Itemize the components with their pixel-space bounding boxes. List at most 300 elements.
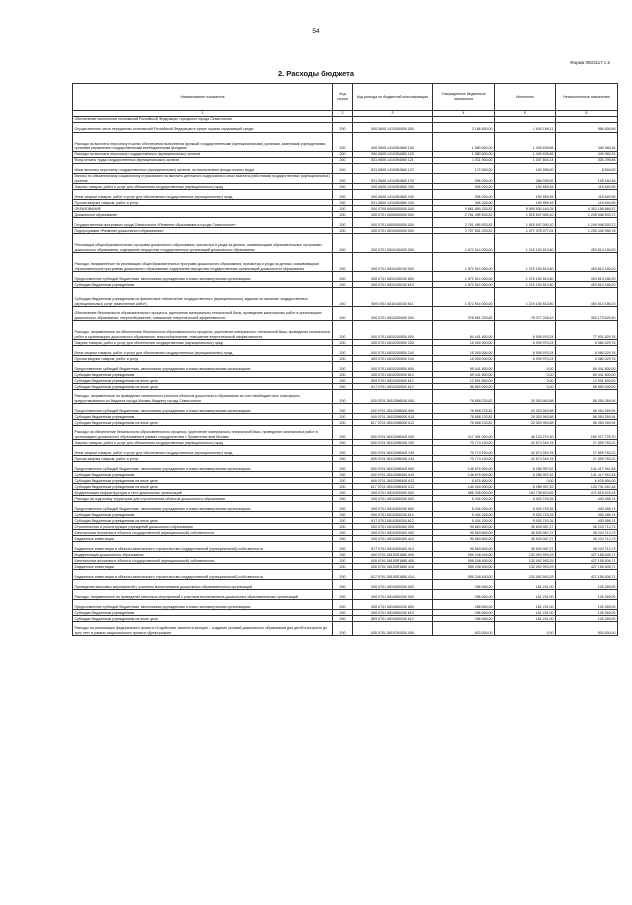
row-line-code-cell: 200 — [333, 340, 353, 346]
row-remaining-cell: 27 899 783,22 — [556, 446, 618, 456]
table-row — [73, 570, 618, 580]
row-budget-code-cell: 000 0701 081P200000 000 — [353, 622, 433, 636]
row-approved-cell: 69 441 800,00 — [433, 372, 495, 378]
row-approved-cell: 90 863 800,00 — [433, 542, 495, 552]
row-name-cell: Расходы, направленные на проведение капитального ремонта объектов дошкольного образования за счет межбюджетного трансферта, предоставляемого из бюджета города Москвы бюджету города Севастополя — [73, 390, 333, 404]
row-line-code-cell: 200 — [333, 152, 353, 158]
row-budget-code-cell: 000 0701 0810200500 000 — [353, 321, 433, 340]
row-executed-cell: 45 639 087,27 — [495, 536, 556, 542]
row-name-cell: Расходы на выплаты персоналу в целях обеспечения выполнения функций государственными (муниципальными) органами, казенными учреждениями, органами управления государственными внебюджетными фондами — [73, 133, 333, 152]
row-executed-cell: 190 559,45 — [495, 184, 556, 190]
header-line-code: Код строки — [333, 84, 353, 111]
row-name-cell: Субсидии бюджетным учреждениям — [73, 372, 333, 378]
column-index: 2 — [333, 111, 353, 117]
row-remaining-cell: 453 813 186,20 — [556, 282, 618, 288]
row-approved-cell: 5 434 200,00 — [433, 518, 495, 524]
row-budget-code-cell: 000 0701 08102М6400 240 — [353, 446, 433, 456]
table-row — [73, 133, 618, 152]
column-index: 1 — [73, 111, 333, 117]
table-row — [73, 253, 618, 272]
row-name-cell: Проведение массовых мероприятий с участием воспитанников дошкольных образовательных организаций — [73, 580, 333, 590]
row-executed-cell: 163 996,00 — [495, 164, 556, 174]
row-budget-code-cell: 817 0701 0810300200 612 — [353, 518, 433, 524]
row-executed-cell: 48 133 274,30 — [495, 426, 556, 440]
row-executed-cell: 132 092 993,29 — [495, 570, 556, 580]
row-executed-cell: 5 559 530 449,25 — [495, 206, 556, 212]
row-executed-cell: 6 939 970,24 — [495, 340, 556, 346]
row-budget-code-cell: 809 0701 0810200500 244 — [353, 356, 433, 362]
table-row — [73, 174, 618, 184]
table-row — [73, 346, 618, 356]
row-approved-cell: 12 591 800,00 — [433, 378, 495, 384]
row-executed-cell: 20 303 963,88 — [495, 414, 556, 420]
row-executed-cell: 161 231,00 — [495, 600, 556, 610]
row-budget-code-cell: 000 0701 08103R1880 000 — [353, 552, 433, 558]
row-line-code-cell: 200 — [333, 253, 353, 272]
row-remaining-cell: 125 369,00 — [556, 580, 618, 590]
row-name-cell: Бюджетные инвестиции — [73, 564, 333, 570]
row-name-cell: Модернизация дошкольного образования — [73, 552, 333, 558]
row-budget-code-cell: 817 0701 08102М6000 612 — [353, 420, 433, 426]
row-approved-cell: 2 707 801 033,82 — [433, 228, 495, 234]
row-executed-cell: 0,00 — [495, 378, 556, 384]
header-remaining: Неисполненные назначения — [556, 84, 618, 111]
row-budget-code-cell: 809 0701 0810100100 611 — [353, 288, 433, 307]
row-name-cell: Предоставление субсидий бюджетным, автономным учреждениям и иным некоммерческим организациям — [73, 272, 333, 282]
row-budget-code-cell: 000 0605 1410354860 120 — [353, 152, 433, 158]
row-line-code-cell: 200 — [333, 288, 353, 307]
row-executed-cell: 5 003 743,26 — [495, 502, 556, 512]
row-executed-cell: 20 303 963,88 — [495, 390, 556, 404]
row-approved-cell: 559 248 400,00 — [433, 564, 495, 570]
row-remaining-cell: 556 600,89 — [556, 123, 618, 133]
row-budget-code-cell: 000 0701 0810300400 000 — [353, 524, 433, 530]
row-name-cell: Прочая закупка товаров, работ и услуг — [73, 200, 333, 206]
row-budget-code-cell: 000 0701 08103R1880 400 — [353, 558, 433, 564]
row-approved-cell: 15 000 000,00 — [433, 346, 495, 356]
row-remaining-cell: 453 813 186,20 — [556, 288, 618, 307]
row-approved-cell: 90 863 800,00 — [433, 536, 495, 542]
row-name-cell: Обеспечение исполнения полномочий Российской Федерации, городского города Севастополя — [73, 117, 333, 123]
row-budget-code-cell: 809 0701 08102М6400 612 — [353, 478, 433, 484]
row-remaining-cell: 1 245 948 533,72 — [556, 218, 618, 228]
row-approved-cell: 1 311 900,00 — [433, 158, 495, 164]
row-line-code-cell: 200 — [333, 456, 353, 462]
row-line-code-cell: 200 — [333, 496, 353, 502]
row-budget-code-cell: 000 0605 1410354860 200 — [353, 184, 433, 190]
row-line-code-cell: 200 — [333, 490, 353, 496]
table-row — [73, 362, 618, 372]
row-budget-code-cell: 000 0701 0810100000 000 — [353, 234, 433, 253]
row-budget-code-cell: 000 0701 0810300000 000 — [353, 490, 433, 496]
row-name-cell: Субсидии бюджетным учреждениям — [73, 610, 333, 616]
row-line-code-cell: 200 — [333, 307, 353, 321]
row-budget-code-cell: 000 0701 0810200500 610 — [353, 372, 433, 378]
table-row — [73, 390, 618, 404]
row-name-cell: Субсидии бюджетным учреждениям на иные цели — [73, 518, 333, 524]
row-budget-code-cell: 000 0701 0810100100 610 — [353, 282, 433, 288]
row-remaining-cell: 1 230 425 956,78 — [556, 228, 618, 234]
table-row — [73, 496, 618, 502]
row-budget-code-cell: 000 0701 0810300200 000 — [353, 496, 433, 502]
row-remaining-cell: 69 441 800,00 — [556, 362, 618, 372]
row-remaining-cell: 45 224 712,73 — [556, 530, 618, 536]
row-name-cell: ОБРАЗОВАНИЕ — [73, 206, 333, 212]
row-remaining-cell: 430 456,74 — [556, 518, 618, 524]
column-index: 3 — [353, 111, 433, 117]
row-line-code-cell: 200 — [333, 462, 353, 472]
row-remaining-cell: 128 160,48 — [556, 174, 618, 184]
row-budget-code-cell: 000 0701 08102М6000 610 — [353, 414, 433, 420]
table-row — [73, 558, 618, 564]
table-row — [73, 600, 618, 610]
row-line-code-cell: 200 — [333, 502, 353, 512]
row-approved-cell: 146 676 900,00 — [433, 472, 495, 478]
table-row — [73, 272, 618, 282]
row-budget-code-cell: 000 0701 0810300400 410 — [353, 536, 433, 542]
row-name-cell: Субсидии бюджетным учреждениям на иные цели — [73, 478, 333, 484]
row-budget-code-cell: 831 0605 1410354860 121 — [353, 158, 433, 164]
row-remaining-cell: 125 369,00 — [556, 600, 618, 610]
row-budget-code-cell: 000 0701 08102М6400 610 — [353, 472, 433, 478]
row-name-cell: Субсидии бюджетным учреждениям на иные цели — [73, 378, 333, 384]
row-line-code-cell: 200 — [333, 346, 353, 356]
row-approved-cell: 286 600,00 — [433, 580, 495, 590]
row-approved-cell: 503 000,00 — [433, 622, 495, 636]
row-remaining-cell: 453 813 186,20 — [556, 234, 618, 253]
row-executed-cell: 45 639 087,27 — [495, 542, 556, 552]
row-line-code-cell: 200 — [333, 472, 353, 478]
row-executed-cell: 20 303 963,88 — [495, 404, 556, 414]
table-row — [73, 490, 618, 496]
row-approved-cell: 172 500,00 — [433, 164, 495, 174]
row-executed-cell: 268 039,52 — [495, 174, 556, 184]
row-budget-code-cell: 000 0701 0810300200 610 — [353, 512, 433, 518]
row-approved-cell: 56 850 000,00 — [433, 384, 495, 390]
row-remaining-cell: 115 640,55 — [556, 200, 618, 206]
row-budget-code-cell: 000 0701 0810100100 600 — [353, 272, 433, 282]
row-budget-code-cell: 000 0701 0810200500 240 — [353, 346, 433, 356]
row-approved-cell: 559 248 400,00 — [433, 570, 495, 580]
table-row — [73, 321, 618, 340]
row-line-code-cell: 200 — [333, 616, 353, 622]
row-name-cell: Иные закупки товаров, работ и услуг для обеспечения государственных (муниципальных) нужд — [73, 446, 333, 456]
row-executed-cell: 5 003 743,26 — [495, 512, 556, 518]
row-approved-cell: 559 248 400,00 — [433, 558, 495, 564]
row-budget-code-cell: 000 0701 08102М6400 000 — [353, 426, 433, 440]
expenses-table-body — [73, 117, 618, 636]
row-executed-cell: 5 003 743,26 — [495, 496, 556, 502]
row-approved-cell: 90 863 800,00 — [433, 524, 495, 530]
table-row — [73, 184, 618, 190]
table-row — [73, 542, 618, 552]
row-approved-cell: 286 600,00 — [433, 616, 495, 622]
row-executed-cell: 132 092 993,29 — [495, 552, 556, 558]
row-executed-cell: 45 639 087,27 — [495, 530, 556, 536]
row-approved-cell: 15 000 000,00 — [433, 340, 495, 346]
row-line-code-cell: 200 — [333, 372, 353, 378]
row-approved-cell: 1 880 600,00 — [433, 152, 495, 158]
row-line-code-cell: 200 — [333, 426, 353, 440]
row-name-cell: Бюджетные инвестиции — [73, 536, 333, 542]
row-executed-cell: 161 231,00 — [495, 590, 556, 600]
row-executed-cell: 1 515 547 000,10 — [495, 218, 556, 228]
table-row — [73, 502, 618, 512]
row-name-cell: Дошкольное образование — [73, 212, 333, 218]
row-budget-code-cell: 000 0701 08102М6000 600 — [353, 404, 433, 414]
row-remaining-cell: 56 354 269,94 — [556, 420, 618, 426]
row-remaining-cell: 125 369,00 — [556, 616, 618, 622]
row-executed-cell: 75 377 208,42 — [495, 307, 556, 321]
row-name-cell: Субсидии бюджетным учреждениям на финансовое обеспечение государственного (муниципального) задания на оказание государственных (муниципальных) услуг (выполнение работ) — [73, 288, 333, 307]
row-budget-code-cell: 817 0701 0810300400 414 — [353, 542, 433, 552]
row-executed-cell: 0,00 — [495, 362, 556, 372]
row-executed-cell: 0,00 — [495, 478, 556, 484]
row-budget-code-cell: 000 0701 0810000000 000 — [353, 228, 433, 234]
row-executed-cell: 1 219 100 813,80 — [495, 234, 556, 253]
row-line-code-cell: 200 — [333, 228, 353, 234]
row-name-cell: Субсидии бюджетным учреждениям — [73, 472, 333, 478]
row-budget-code-cell: 000 0701 0810100100 000 — [353, 253, 433, 272]
row-name-cell: Прочая закупка товаров, работ и услуг — [73, 356, 333, 362]
row-executed-cell: 1 515 547 000,10 — [495, 212, 556, 218]
row-approved-cell: 378 551 033,82 — [433, 307, 495, 321]
row-budget-code-cell: 000 0701 0810300200 600 — [353, 502, 433, 512]
table-row — [73, 340, 618, 346]
row-line-code-cell: 200 — [333, 478, 353, 484]
row-remaining-cell: 125 369,00 — [556, 610, 618, 616]
table-row — [73, 462, 618, 472]
row-name-cell: Предоставление субсидий бюджетным, автономным учреждениям и иным некоммерческим организациям — [73, 404, 333, 414]
column-index: 5 — [495, 111, 556, 117]
row-name-cell: Субсидии бюджетным учреждениям на иные цели — [73, 484, 333, 490]
row-approved-cell: 306 200,00 — [433, 190, 495, 200]
row-approved-cell: 76 658 233,82 — [433, 414, 495, 420]
row-name-cell: Фонд оплаты труда государственных (муниципальных) органов — [73, 158, 333, 164]
row-approved-cell: 70 774 100,00 — [433, 446, 495, 456]
row-remaining-cell: 77 501 829,76 — [556, 321, 618, 340]
row-executed-cell: 132 092 993,29 — [495, 558, 556, 564]
header-approved: Утвержденные бюджетные назначения — [433, 84, 495, 111]
row-remaining-cell: 134 741 042,48 — [556, 484, 618, 490]
row-approved-cell: 5 434 200,00 — [433, 496, 495, 502]
row-line-code-cell: 200 — [333, 564, 353, 570]
row-budget-code-cell: 000 0701 0000000000 000 — [353, 212, 433, 218]
row-name-cell: Иные выплаты персоналу государственных (муниципальных) органов, за исключением фонда оплаты труда — [73, 164, 333, 174]
row-line-code-cell: 200 — [333, 234, 353, 253]
row-name-cell: Предоставление субсидий бюджетным, автономным учреждениям и иным некоммерческим организациям — [73, 362, 333, 372]
table-row — [73, 158, 618, 164]
row-remaining-cell: 56 354 269,94 — [556, 414, 618, 420]
row-line-code-cell: 200 — [333, 484, 353, 490]
row-approved-cell: 2 761 495 533,82 — [433, 212, 495, 218]
row-remaining-cell: 6 676 900,00 — [556, 478, 618, 484]
row-line-code-cell: 200 — [333, 384, 353, 390]
row-budget-code-cell: 000 0605 1410300000 000 — [353, 123, 433, 133]
row-executed-cell: 5 258 957,52 — [495, 484, 556, 490]
row-line-code-cell: 200 — [333, 530, 353, 536]
row-approved-cell: 1 880 600,00 — [433, 133, 495, 152]
table-row — [73, 426, 618, 440]
row-name-cell: Субсидии бюджетным учреждениям — [73, 282, 333, 288]
section-title: 2. Расходы бюджета — [277, 69, 355, 78]
row-approved-cell: 1 672 914 000,00 — [433, 253, 495, 272]
table-row — [73, 616, 618, 622]
row-remaining-cell: 45 224 712,73 — [556, 524, 618, 530]
table-row — [73, 218, 618, 228]
column-index: 4 — [433, 111, 495, 117]
row-line-code-cell: 200 — [333, 580, 353, 590]
table-row — [73, 288, 618, 307]
row-budget-code-cell: 809 0701 0810200500 612 — [353, 378, 433, 384]
row-approved-cell: 146 676 900,00 — [433, 462, 495, 472]
row-budget-code-cell: 000 0701 08102М6400 600 — [353, 462, 433, 472]
row-remaining-cell: 45 224 712,73 — [556, 536, 618, 542]
row-remaining-cell: 8 060 029,76 — [556, 346, 618, 356]
table-row — [73, 152, 618, 158]
row-approved-cell: 5 434 200,00 — [433, 502, 495, 512]
row-budget-code-cell: 831 0605 1410354860 244 — [353, 200, 433, 206]
row-budget-code-cell: 000 0701 0810600000 000 — [353, 580, 433, 590]
row-approved-cell: 656 336 000,00 — [433, 490, 495, 496]
row-name-cell: Иные закупки товаров, работ и услуг для обеспечения государственных (муниципальных) нужд — [73, 346, 333, 356]
row-line-code-cell: 200 — [333, 420, 353, 426]
row-name-cell: Реализация общеобразовательных программ дошкольного образования, присмотра и ухода за детьми, осваивающими образовательные программы дошкольного образования, содержание имущества государственных организаций дошкольного образования — [73, 234, 333, 253]
row-budget-code-cell: 000 0701 0810300400 400 — [353, 530, 433, 536]
row-budget-code-cell: 817 0701 08103R1880 414 — [353, 570, 433, 580]
table-row — [73, 590, 618, 600]
row-budget-code-cell: 000 0701 0810600200 000 — [353, 590, 433, 600]
row-line-code-cell: 200 — [333, 570, 353, 580]
row-line-code-cell: 200 — [333, 552, 353, 558]
row-executed-cell: 5 003 743,26 — [495, 518, 556, 524]
row-line-code-cell: 200 — [333, 590, 353, 600]
row-executed-cell: 161 231,00 — [495, 610, 556, 616]
row-name-cell: Бюджетные инвестиции в объекты капитального строительства государственной (муниципальной) собственности — [73, 570, 333, 580]
row-budget-code-cell: 000 0701 08102М6000 000 — [353, 390, 433, 404]
row-line-code-cell: 200 — [333, 524, 353, 530]
row-remaining-cell: 503 000,00 — [556, 622, 618, 636]
row-remaining-cell: 12 591 800,00 — [556, 378, 618, 384]
row-line-code-cell: 200 — [333, 321, 353, 340]
row-remaining-cell: 427 155 406,71 — [556, 570, 618, 580]
row-approved-cell: 90 863 800,00 — [433, 530, 495, 536]
row-executed-cell: 1 219 100 813,80 — [495, 272, 556, 282]
row-remaining-cell: 453 813 186,20 — [556, 253, 618, 272]
row-approved-cell: 1 672 914 000,00 — [433, 234, 495, 253]
row-name-cell: Предоставление субсидий бюджетным, автономным учреждениям и иным некоммерческим организациям — [73, 462, 333, 472]
row-executed-cell: 6 939 970,24 — [495, 346, 556, 356]
row-executed-cell: 1 219 100 813,80 — [495, 288, 556, 307]
row-line-code-cell: 200 — [333, 440, 353, 446]
row-remaining-cell: 430 456,74 — [556, 502, 618, 512]
row-approved-cell: 559 248 400,00 — [433, 552, 495, 558]
row-remaining-cell: 1 245 948 533,72 — [556, 212, 618, 218]
row-approved-cell: 69 441 800,00 — [433, 362, 495, 372]
row-line-code-cell: 200 — [333, 610, 353, 616]
row-remaining-cell: 8 060 029,76 — [556, 340, 618, 346]
row-name-cell: Субсидии бюджетным учреждениям — [73, 512, 333, 518]
table-row — [73, 440, 618, 446]
row-executed-cell: 5 258 957,52 — [495, 462, 556, 472]
row-name-cell: Прочая закупка товаров, работ и услуг — [73, 456, 333, 462]
row-executed-cell: 6 939 970,24 — [495, 356, 556, 362]
row-name-cell: Расходы на выплаты персоналу государственных (муниципальных) органов — [73, 152, 333, 158]
row-name-cell: Расходы на подготовку территории для строительства объектов дошкольного образования — [73, 496, 333, 502]
row-name-cell: Субсидии бюджетным учреждениям на иные цели — [73, 420, 333, 426]
row-name-cell: Модернизация инфраструктуры и сети дошкольных организаций — [73, 490, 333, 496]
table-row — [73, 530, 618, 536]
header-name: Наименование показателя — [73, 84, 333, 111]
row-executed-cell: 6 939 970,24 — [495, 321, 556, 340]
row-line-code-cell: 200 — [333, 218, 353, 228]
row-name-cell: Капитальные вложения в объекты государственной (муниципальной) собственности — [73, 558, 333, 564]
row-remaining-cell: 141 417 942,48 — [556, 462, 618, 472]
row-remaining-cell: 427 155 406,71 — [556, 552, 618, 558]
row-line-code-cell: 200 — [333, 184, 353, 190]
row-approved-cell: 76 658 233,82 — [433, 404, 495, 414]
row-remaining-cell: 27 899 783,22 — [556, 456, 618, 462]
row-remaining-cell: 427 155 406,71 — [556, 558, 618, 564]
row-executed-cell: 20 303 963,88 — [495, 420, 556, 426]
row-line-code-cell: 200 — [333, 518, 353, 524]
row-executed-cell: 1 007 604,14 — [495, 158, 556, 164]
row-name-cell: Субсидии бюджетным учреждениям на иные цели — [73, 616, 333, 622]
row-budget-code-cell: 817 0701 0810200500 612 — [353, 384, 433, 390]
row-remaining-cell: 8 060 029,76 — [556, 356, 618, 362]
row-remaining-cell: 430 456,74 — [556, 496, 618, 502]
row-line-code-cell: 200 — [333, 282, 353, 288]
row-name-cell: Взносы по обязательному социальному страхованию на выплаты денежного содержания и иные выплаты работникам государственных (муниципальных) органов — [73, 174, 333, 184]
table-row — [73, 420, 618, 426]
row-approved-cell: 140 000 000,00 — [433, 484, 495, 490]
row-executed-cell: 161 231,00 — [495, 580, 556, 590]
row-remaining-cell: 56 850 000,00 — [556, 384, 618, 390]
row-name-cell: Расходы, направленные на обеспечение безопасности образовательного процесса, укрепление материально-технической базы, проведение капитальных работ в организациях дошкольного образования, энергосбережение, повышение энергетической эффективности — [73, 321, 333, 340]
table-row — [73, 580, 618, 590]
row-line-code-cell: 200 — [333, 600, 353, 610]
row-approved-cell: 396 200,00 — [433, 174, 495, 184]
row-executed-cell: 190 559,45 — [495, 200, 556, 206]
row-budget-code-cell: 000 0701 0810600200 600 — [353, 600, 433, 610]
row-approved-cell: 76 658 233,82 — [433, 420, 495, 426]
row-approved-cell: 286 600,00 — [433, 610, 495, 616]
row-remaining-cell: 45 224 712,73 — [556, 542, 618, 552]
row-budget-code-cell: 000 0700 0000000000 000 — [353, 206, 433, 212]
row-approved-cell: 6 676 900,00 — [433, 478, 495, 484]
row-line-code-cell: 200 — [333, 190, 353, 200]
row-approved-cell: 2 761 495 533,82 — [433, 218, 495, 228]
row-remaining-cell: 303 173 825,40 — [556, 307, 618, 321]
row-executed-cell: 1 439 639,66 — [495, 133, 556, 152]
table-row — [73, 518, 618, 524]
row-line-code-cell: 200 — [333, 558, 353, 564]
table-row — [73, 404, 618, 414]
row-name-cell: Осуществление части переданных полномочий Российской Федерации в сфере охраны окружающей среды — [73, 123, 333, 133]
row-approved-cell: 76 658 233,82 — [433, 390, 495, 404]
row-remaining-cell: 430 456,74 — [556, 512, 618, 518]
row-remaining-cell: 453 813 186,20 — [556, 272, 618, 282]
row-name-cell: Иные закупки товаров, работ и услуг для обеспечения государственных (муниципальных) нужд — [73, 190, 333, 200]
expenses-table-container — [72, 83, 617, 636]
row-remaining-cell: 427 155 406,71 — [556, 564, 618, 570]
row-name-cell: Капитальные вложения в объекты государственной (муниципальной) собственности — [73, 530, 333, 536]
table-row — [73, 164, 618, 174]
row-line-code-cell: 200 — [333, 174, 353, 184]
row-line-code-cell: 200 — [333, 622, 353, 636]
row-remaining-cell: 440 960,34 — [556, 133, 618, 152]
table-row — [73, 228, 618, 234]
